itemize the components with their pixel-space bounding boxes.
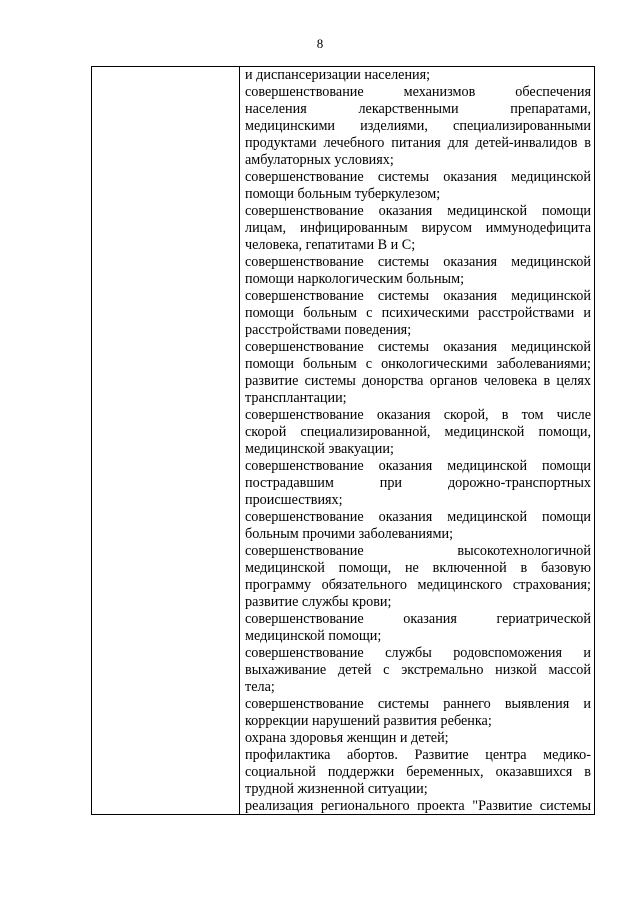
text-line: медицинской помощи, не включенной в базовую bbox=[245, 560, 591, 576]
text-line: совершенствование оказания медицинской помощи bbox=[245, 203, 591, 219]
text-line: населения лекарственными препаратами, bbox=[245, 101, 591, 117]
text-line: охрана здоровья женщин и детей; bbox=[245, 730, 449, 746]
text-line: развитие системы донорства органов человека в целях bbox=[245, 373, 591, 389]
text-line: совершенствование механизмов обеспечения bbox=[245, 84, 591, 100]
text-line: совершенствование оказания медицинской помощи bbox=[245, 458, 591, 474]
text-line: медицинской эвакуации; bbox=[245, 441, 394, 457]
text-line: совершенствование оказания скорой, в том числе bbox=[245, 407, 591, 423]
text-line: выхаживание детей с экстремально низкой массой bbox=[245, 662, 591, 678]
text-line: трудной жизненной ситуации; bbox=[245, 781, 428, 797]
text-line: медицинскими изделиями, специализированными bbox=[245, 118, 591, 134]
text-line: совершенствование системы раннего выявления и bbox=[245, 696, 591, 712]
text-line: совершенствование системы оказания медицинской bbox=[245, 288, 591, 304]
text-line: и диспансеризации населения; bbox=[245, 67, 431, 83]
text-line: помощи больным туберкулезом; bbox=[245, 186, 441, 202]
text-line: помощи наркологическим больным; bbox=[245, 271, 465, 287]
text-line: помощи больным с онкологическими заболеваниями; bbox=[245, 356, 591, 372]
document-table bbox=[91, 66, 595, 815]
text-line: расстройствами поведения; bbox=[245, 322, 412, 338]
text-line: скорой специализированной, медицинской помощи, bbox=[245, 424, 591, 440]
text-line: совершенствование системы оказания медицинской bbox=[245, 169, 591, 185]
text-line: человека, гепатитами В и С; bbox=[245, 237, 416, 253]
text-line: тела; bbox=[245, 679, 275, 695]
text-line: происшествиях; bbox=[245, 492, 343, 508]
text-line: медицинской помощи; bbox=[245, 628, 382, 644]
text-line: совершенствование службы родовспоможения и bbox=[245, 645, 591, 661]
text-line: совершенствование оказания медицинской помощи bbox=[245, 509, 591, 525]
text-line: совершенствование системы оказания медицинской bbox=[245, 339, 591, 355]
text-line: лицам, инфицированным вирусом иммунодефицита bbox=[245, 220, 591, 236]
page-number: 8 bbox=[316, 36, 324, 51]
right-cell bbox=[240, 67, 595, 815]
text-line: совершенствование высокотехнологичной bbox=[245, 543, 591, 559]
text-line: пострадавшим при дорожно-транспортных bbox=[245, 475, 591, 491]
text-line: реализация регионального проекта "Развитие системы bbox=[245, 798, 591, 814]
text-line: продуктами лечебного питания для детей-инвалидов в bbox=[245, 135, 591, 151]
text-line: совершенствование оказания гериатрической bbox=[245, 611, 591, 627]
text-line: помощи больным с психическими расстройствами и bbox=[245, 305, 591, 321]
text-line: совершенствование системы оказания медицинской bbox=[245, 254, 591, 270]
table-row bbox=[92, 67, 595, 815]
text-line: программу обязательного медицинского страхования; bbox=[245, 577, 591, 593]
text-line: социальной поддержки беременных, оказавшихся в bbox=[245, 764, 591, 780]
text-line: трансплантации; bbox=[245, 390, 347, 406]
text-line: коррекции нарушений развития ребенка; bbox=[245, 713, 492, 729]
text-line: амбулаторных условиях; bbox=[245, 152, 394, 168]
left-cell bbox=[92, 67, 240, 815]
text-line: развитие службы крови; bbox=[245, 594, 392, 610]
text-line: профилактика абортов. Развитие центра медико- bbox=[245, 747, 591, 763]
text-line: больным прочими заболеваниями; bbox=[245, 526, 454, 542]
